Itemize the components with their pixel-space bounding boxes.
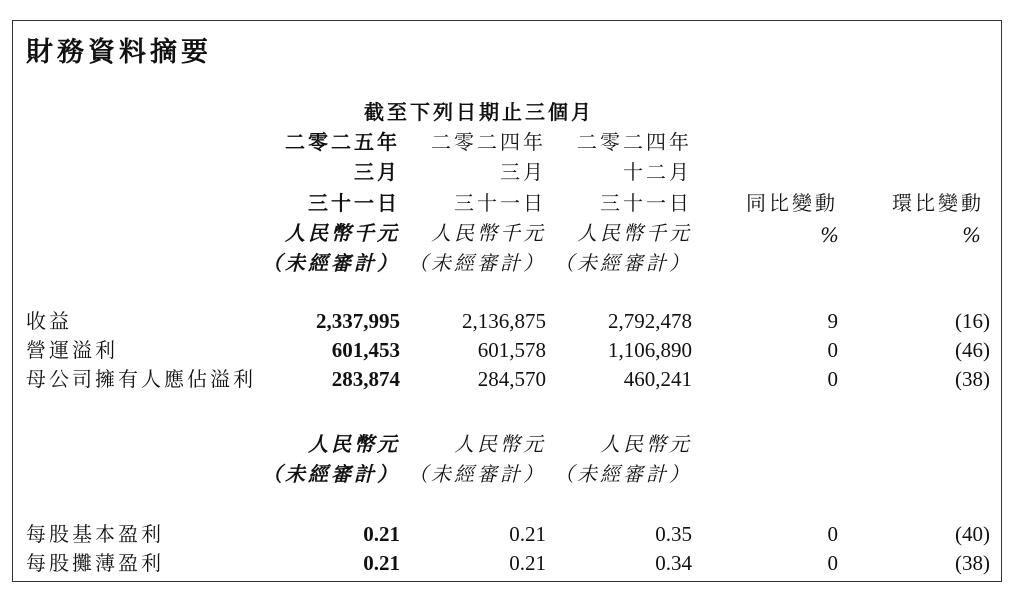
cell-qoq: (38) bbox=[955, 551, 990, 575]
col3-day: 三十一日 bbox=[600, 191, 692, 215]
row-label-attributable-profit: 母公司擁有人應佔溢利 bbox=[26, 367, 256, 391]
period-span-header: 截至下列日期止三個月 bbox=[364, 100, 594, 124]
row-label-basic-eps: 每股基本盈利 bbox=[26, 522, 164, 546]
col1-audit: （未經審計） bbox=[262, 251, 400, 275]
cell-yoy: 0 bbox=[827, 367, 838, 391]
col2-month: 三月 bbox=[500, 160, 546, 184]
col3-currency: 人民幣千元 bbox=[577, 221, 692, 245]
cell-value: 0.34 bbox=[655, 551, 692, 575]
cell-qoq: (16) bbox=[955, 309, 990, 333]
col1-currency: 人民幣千元 bbox=[285, 221, 400, 245]
qoq-percent-unit: % bbox=[962, 223, 985, 247]
cell-yoy: 0 bbox=[827, 551, 838, 575]
row-label-operating-profit: 營運溢利 bbox=[26, 338, 118, 362]
col3-year: 二零二四年 bbox=[577, 130, 692, 154]
cell-value: 0.35 bbox=[655, 522, 692, 546]
cell-value: 0.21 bbox=[509, 551, 546, 575]
sub-col2-currency: 人民幣元 bbox=[454, 432, 546, 456]
cell-yoy: 0 bbox=[827, 338, 838, 362]
yoy-percent-unit: % bbox=[820, 223, 843, 247]
cell-yoy: 9 bbox=[827, 309, 838, 333]
row-label-diluted-eps: 每股攤薄盈利 bbox=[26, 551, 164, 575]
page-title: 財務資料摘要 bbox=[26, 37, 212, 68]
cell-qoq: (40) bbox=[955, 522, 990, 546]
col3-month: 十二月 bbox=[623, 160, 692, 184]
row-label-revenue: 收益 bbox=[26, 309, 72, 333]
cell-value: 284,570 bbox=[477, 367, 546, 391]
cell-value: 283,874 bbox=[331, 367, 400, 391]
cell-value: 0.21 bbox=[363, 551, 400, 575]
col2-day: 三十一日 bbox=[454, 191, 546, 215]
cell-value: 460,241 bbox=[623, 367, 692, 391]
cell-value: 2,337,995 bbox=[316, 309, 400, 333]
col2-audit: （未經審計） bbox=[408, 251, 546, 275]
cell-value: 601,453 bbox=[331, 338, 400, 362]
sub-col3-currency: 人民幣元 bbox=[600, 432, 692, 456]
cell-value: 2,792,478 bbox=[608, 309, 692, 333]
cell-qoq: (38) bbox=[955, 367, 990, 391]
cell-value: 2,136,875 bbox=[462, 309, 546, 333]
sub-col3-audit: （未經審計） bbox=[554, 462, 692, 486]
cell-qoq: (46) bbox=[955, 338, 990, 362]
yoy-change-header: 同比變動 bbox=[746, 191, 838, 215]
col2-currency: 人民幣千元 bbox=[431, 221, 546, 245]
col1-month: 三月 bbox=[354, 160, 400, 184]
cell-value: 601,578 bbox=[477, 338, 546, 362]
col1-day: 三十一日 bbox=[308, 191, 400, 215]
col2-year: 二零二四年 bbox=[431, 130, 546, 154]
cell-value: 0.21 bbox=[363, 522, 400, 546]
col1-year: 二零二五年 bbox=[285, 130, 400, 154]
cell-value: 0.21 bbox=[509, 522, 546, 546]
sub-col1-currency: 人民幣元 bbox=[308, 432, 400, 456]
sub-col1-audit: （未經審計） bbox=[262, 462, 400, 486]
cell-value: 1,106,890 bbox=[608, 338, 692, 362]
cell-yoy: 0 bbox=[827, 522, 838, 546]
qoq-change-header: 環比變動 bbox=[892, 191, 984, 215]
col3-audit: （未經審計） bbox=[554, 251, 692, 275]
sub-col2-audit: （未經審計） bbox=[408, 462, 546, 486]
